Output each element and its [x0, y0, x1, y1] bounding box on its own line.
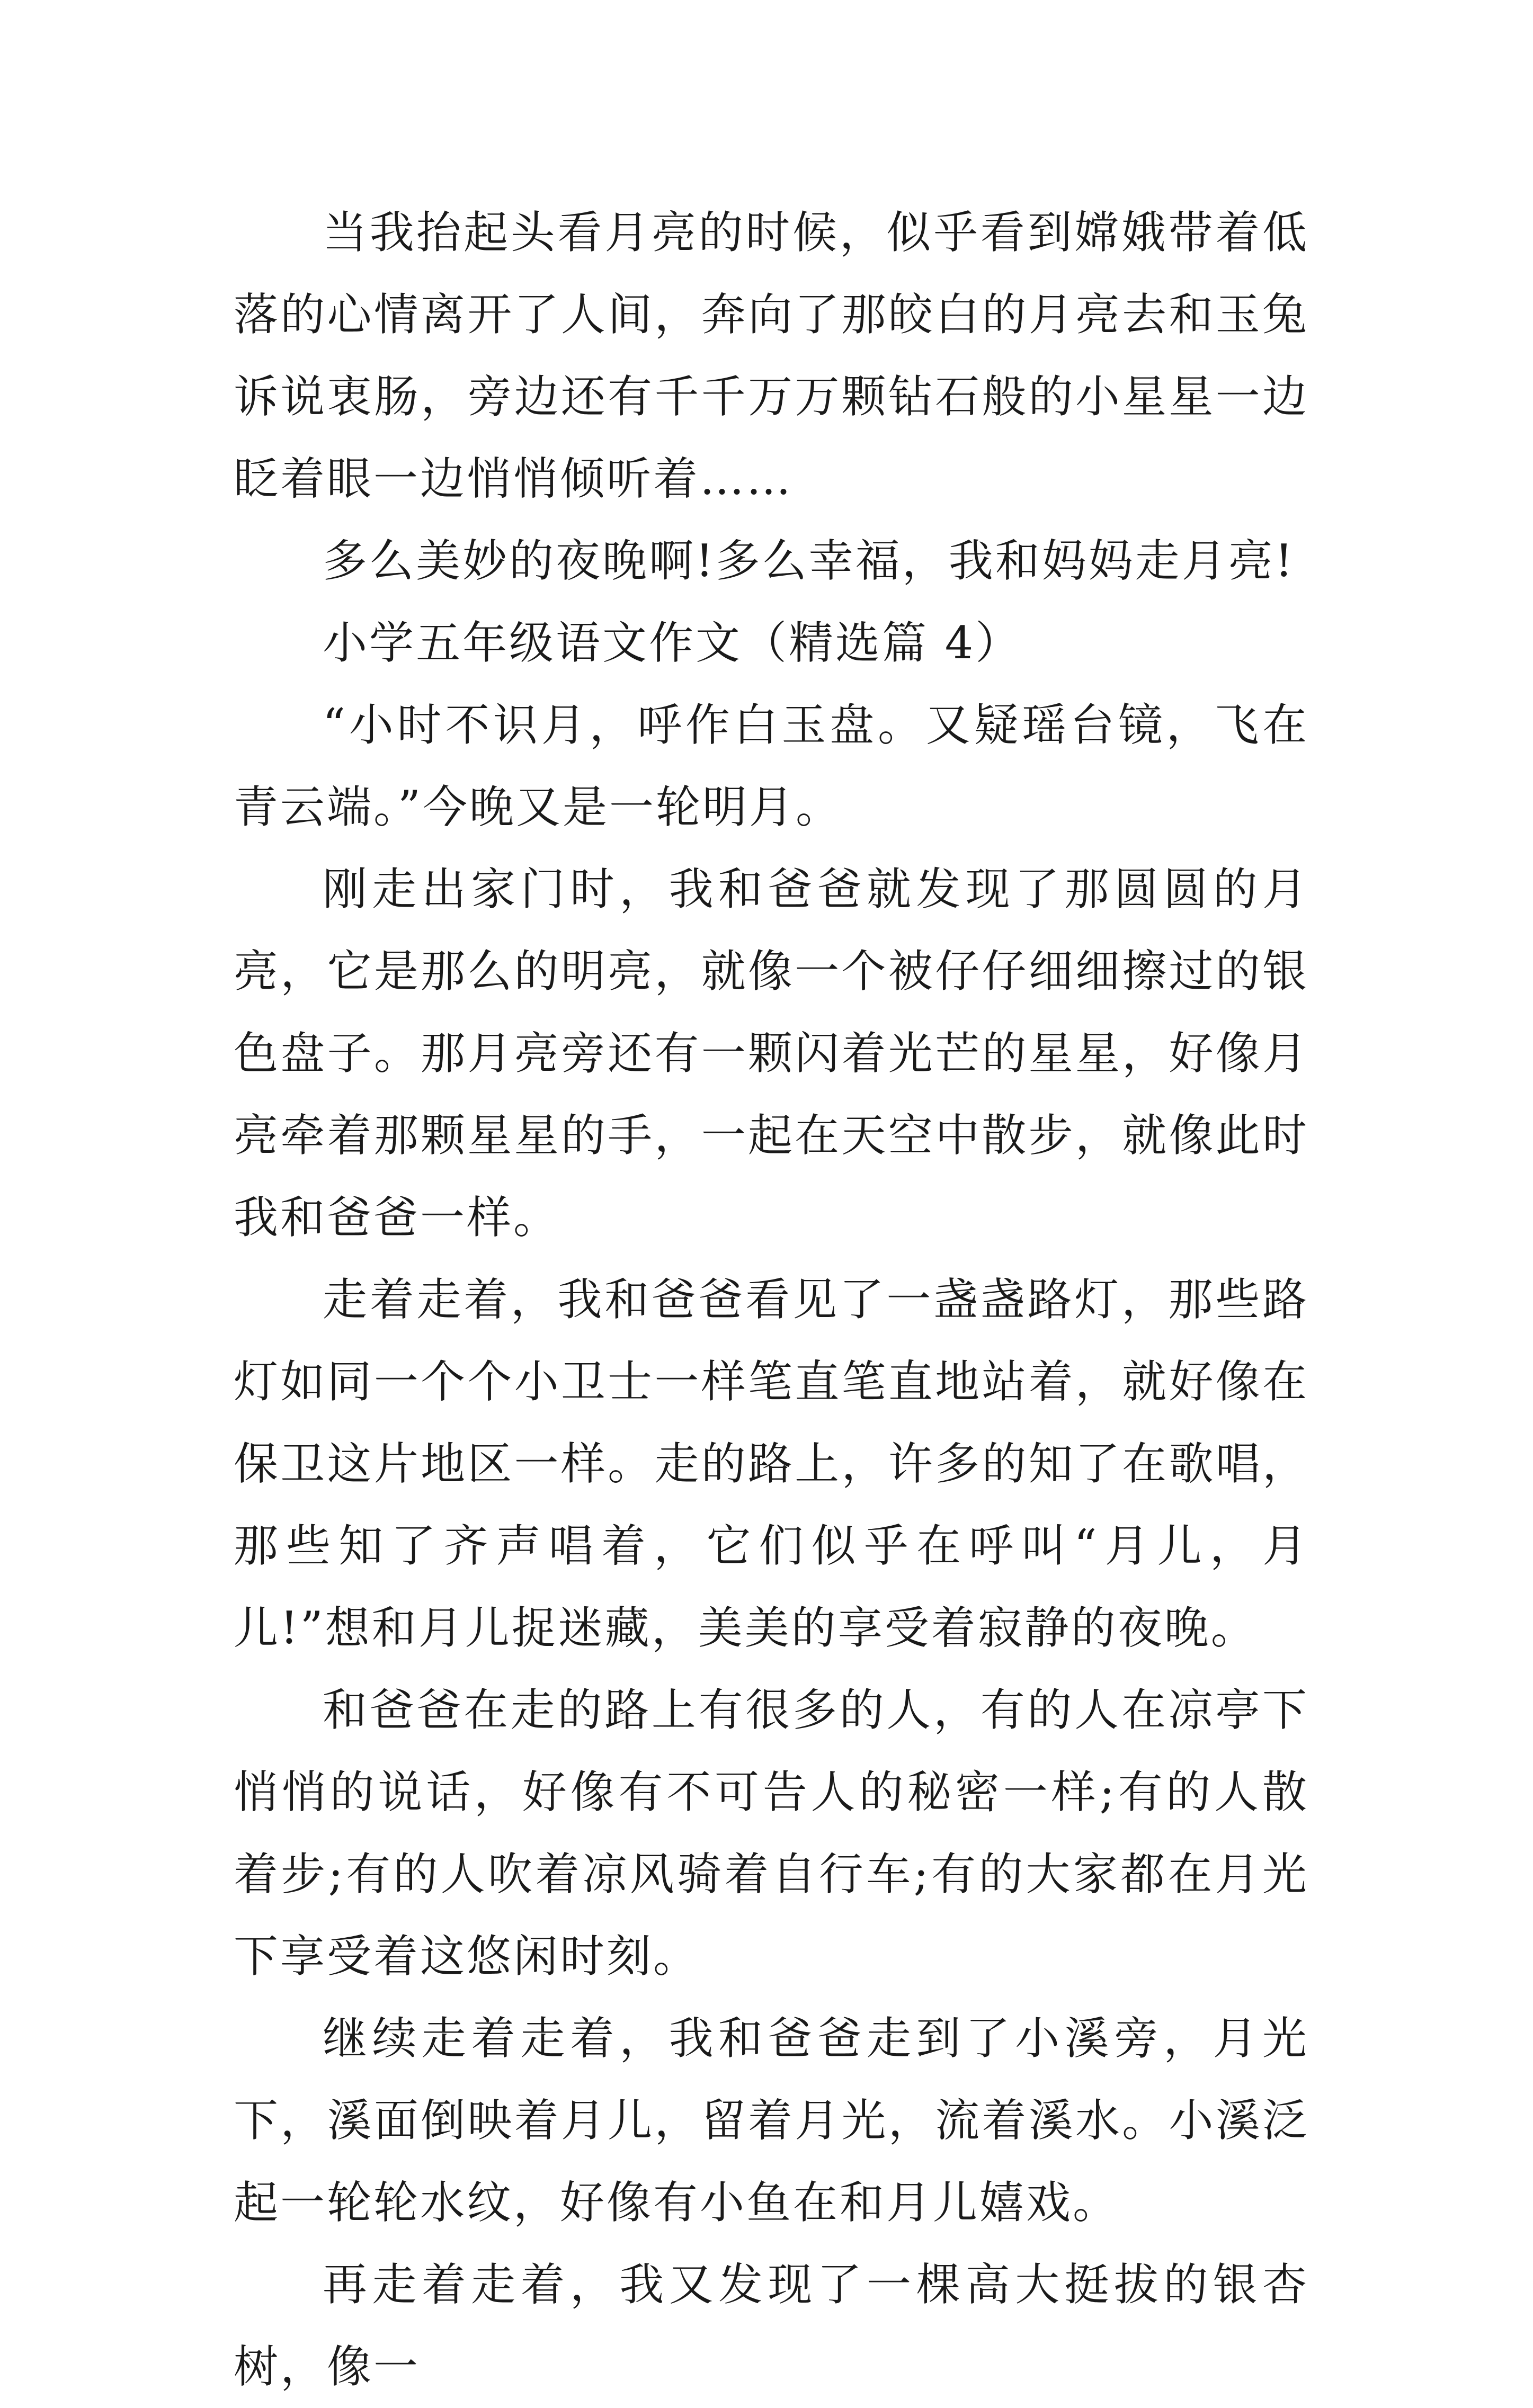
paragraph-ginkgo-tree: 再走着走着，我又发现了一棵高大挺拔的银杏树，像一	[234, 2259, 1309, 2393]
essay-section-title: 小学五年级语文作文（精选篇 4）	[323, 617, 1022, 669]
paragraph-people-on-road: 和爸爸在走的路上有很多的人，有的人在凉亭下悄悄的说话，好像有不可告人的秘密一样;有的人散着步;有的人吹着凉风骑着自行车;有的大家都在月光下享受着这悠闲时刻。	[234, 1684, 1309, 1982]
paragraph-moon-chang-e: 当我抬起头看月亮的时候，似乎看到嫦娥带着低落的心情离开了人间，奔向了那皎白的月亮去和玉兔诉说衷肠，旁边还有千千万万颗钻石般的小星星一边眨着眼一边悄悄倾听着……	[234, 207, 1309, 505]
paragraph-wonderful-night: 多么美妙的夜晚啊!多么幸福，我和妈妈走月亮!	[323, 535, 1295, 587]
document-body	[234, 192, 1309, 2408]
paragraph-leaving-home: 刚走出家门时，我和爸爸就发现了那圆圆的月亮，它是那么的明亮，就像一个被仔仔细细擦过的银色盘子。那月亮旁还有一颗闪着光芒的星星，好像月亮牵着那颗星星的手，一起在天空中散步，就像此时我和爸爸一样。	[234, 863, 1309, 1243]
paragraph-street-lamps: 走着走着，我和爸爸看见了一盏盏路灯，那些路灯如同一个个小卫士一样笔直笔直地站着，就好像在保卫这片地区一样。走的路上，许多的知了在歌唱，那些知了齐声唱着，它们似乎在呼叫“月儿，月儿!”想和月儿捉迷藏，美美的享受着寂静的夜晚。	[234, 1274, 1309, 1654]
paragraph-poem-quote: “小时不识月，呼作白玉盘。又疑瑶台镜，飞在青云端。”今晚又是一轮明月。	[234, 699, 1309, 833]
paragraph-stream: 继续走着走着，我和爸爸走到了小溪旁，月光下，溪面倒映着月儿，留着月光，流着溪水。小溪泛起一轮轮水纹，好像有小鱼在和月儿嬉戏。	[234, 2012, 1309, 2228]
